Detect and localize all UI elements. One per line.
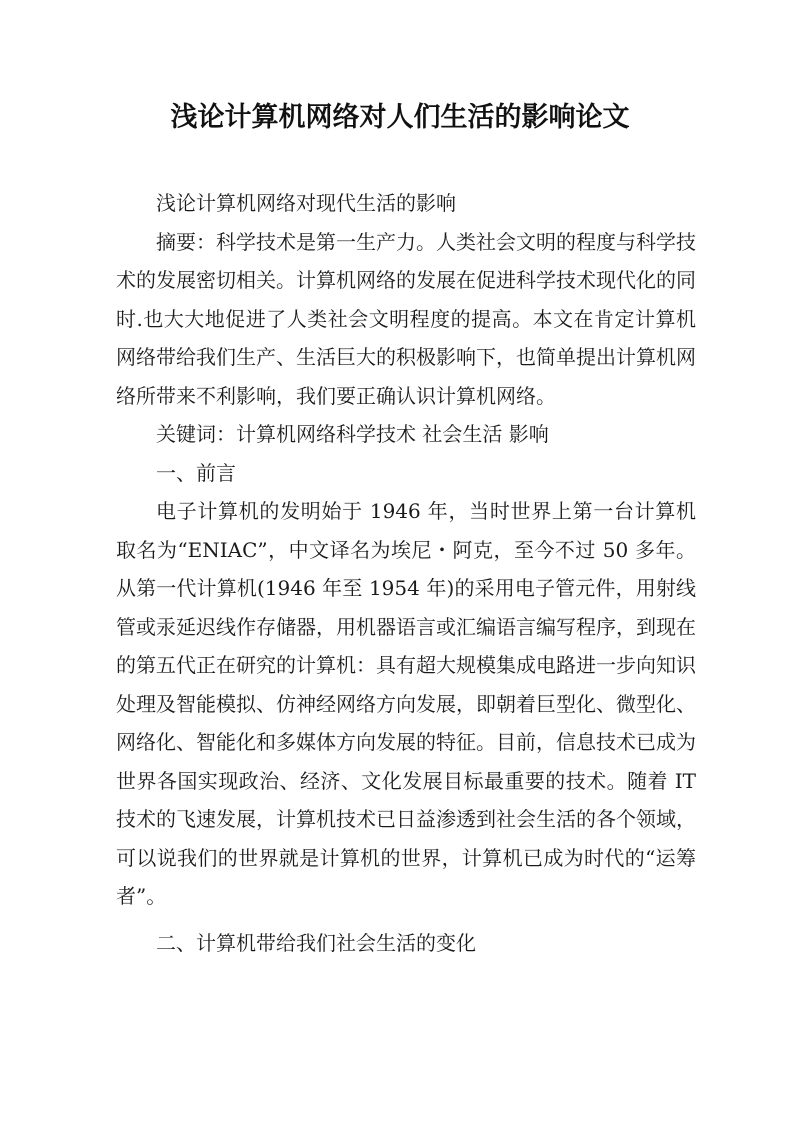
document-subtitle: 浅论计算机网络对现代生活的影响 [156, 191, 456, 215]
preface-paragraph: 电子计算机的发明始于 1946 年，当时世界上第一台计算机取名为“ENIAC”，中文译名为埃尼・阿克，至今不过 50 多年。从第一代计算机(1946 年至 1954 年)的采用电子管元件，用射线管或汞延迟线作存储器，用机器语言或汇编语言编写程序，到现在的第五代正在研究的计算机：具有超大规模集成电路进一步向知识处理及智能模拟、仿神经网络方向发展，即朝着巨型化、微型化、网络化、智能化和多媒体方向发展的特征。目前，信息技术已成为世界各国实现政治、经济、文化发展目标最重要的技术。随着 IT 技术的飞速发展，计算机技术已日益渗透到社会生活的各个领域，可以说我们的世界就是计算机的世界，计算机已成为时代的“运筹者”。 [116, 499, 696, 908]
section-heading-preface: 一、前言 [156, 460, 236, 485]
document-body [116, 184, 696, 962]
keywords-line: 关键词：计算机网络科学技术 社会生活 影响 [156, 422, 549, 446]
document-title: 浅论计算机网络对人们生活的影响论文 [170, 102, 630, 133]
abstract-paragraph: 摘要：科学技术是第一生产力。人类社会文明的程度与科学技术的发展密切相关。计算机网络的发展在促进科学技术现代化的同时.也大大地促进了人类社会文明程度的提高。本文在肯定计算机网络带给我们生产、生活巨大的积极影响下，也简单提出计算机网络所带来不利影响，我们要正确认识计算机网络。 [116, 229, 696, 408]
section-heading-changes: 二、计算机带给我们社会生活的变化 [156, 930, 476, 955]
